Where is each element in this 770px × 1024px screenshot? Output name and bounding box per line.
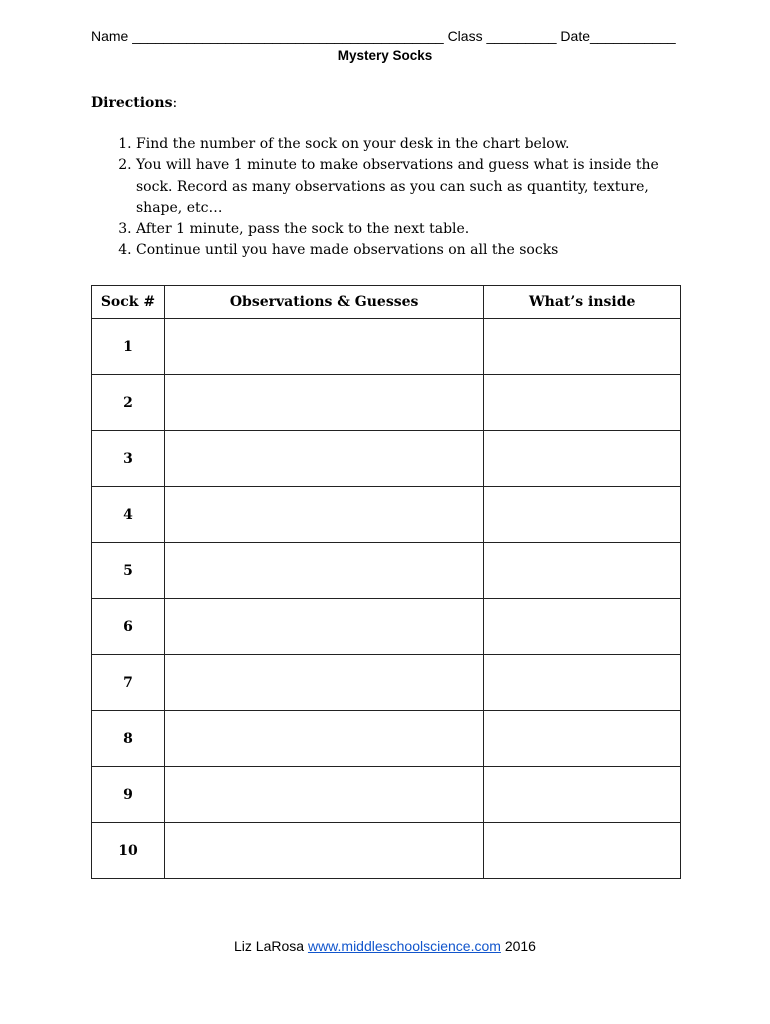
footer-author: Liz LaRosa <box>234 938 305 954</box>
name-class-date-line: Name ________________________________________ Class _________ Date___________ <box>91 28 676 44</box>
footer-year: 2016 <box>504 938 536 954</box>
directions-list <box>91 134 681 262</box>
sock-number-cell: 7 <box>92 655 165 711</box>
observations-cell[interactable] <box>164 487 483 543</box>
whats-inside-cell[interactable] <box>484 599 681 655</box>
table-row <box>92 319 681 375</box>
table-row <box>92 487 681 543</box>
directions-colon: : <box>172 95 178 111</box>
header-whats-inside: What’s inside <box>484 286 681 319</box>
table-row <box>92 823 681 879</box>
observations-cell[interactable] <box>164 543 483 599</box>
observations-cell[interactable] <box>164 823 483 879</box>
whats-inside-cell[interactable] <box>484 823 681 879</box>
whats-inside-cell[interactable] <box>484 375 681 431</box>
sock-number-cell: 2 <box>92 375 165 431</box>
table-row <box>92 543 681 599</box>
sock-number-cell: 8 <box>92 711 165 767</box>
sock-observation-table <box>91 285 681 879</box>
observations-cell[interactable] <box>164 655 483 711</box>
table-row <box>92 711 681 767</box>
whats-inside-cell[interactable] <box>484 431 681 487</box>
sock-number-cell: 10 <box>92 823 165 879</box>
header-sock-number: Sock # <box>92 286 165 319</box>
whats-inside-cell[interactable] <box>484 543 681 599</box>
table-row <box>92 655 681 711</box>
sock-number-cell: 1 <box>92 319 165 375</box>
whats-inside-cell[interactable] <box>484 319 681 375</box>
step-item: 3. After 1 minute, pass the sock to the next table. <box>136 219 681 240</box>
observations-cell[interactable] <box>164 319 483 375</box>
sock-number-cell: 6 <box>92 599 165 655</box>
table-row <box>92 431 681 487</box>
observations-cell[interactable] <box>164 599 483 655</box>
step-item: 4. Continue until you have made observations on all the socks <box>136 240 681 261</box>
page-title: Mystery Socks <box>337 48 433 63</box>
observations-cell[interactable] <box>164 431 483 487</box>
observations-cell[interactable] <box>164 375 483 431</box>
whats-inside-cell[interactable] <box>484 767 681 823</box>
directions-label: Directions <box>91 95 173 111</box>
footer <box>0 938 770 954</box>
table-row <box>92 375 681 431</box>
sock-number-cell: 5 <box>92 543 165 599</box>
sock-number-cell: 9 <box>92 767 165 823</box>
step-item: 1. Find the number of the sock on your desk in the chart below. <box>136 134 681 155</box>
table-row <box>92 599 681 655</box>
sock-number-cell: 4 <box>92 487 165 543</box>
step-item: 2. You will have 1 minute to make observations and guess what is inside the sock. Record as many observations as you can such as quantity, texture, shape, etc… <box>136 155 681 219</box>
table-row <box>92 767 681 823</box>
sock-number-cell: 3 <box>92 431 165 487</box>
whats-inside-cell[interactable] <box>484 655 681 711</box>
header-observations: Observations & Guesses <box>164 286 483 319</box>
observations-cell[interactable] <box>164 711 483 767</box>
whats-inside-cell[interactable] <box>484 711 681 767</box>
directions-heading <box>91 95 177 111</box>
table-header-row <box>92 286 681 319</box>
whats-inside-cell[interactable] <box>484 487 681 543</box>
observations-cell[interactable] <box>164 767 483 823</box>
footer-website-link[interactable]: www.middleschoolscience.com <box>307 938 501 954</box>
